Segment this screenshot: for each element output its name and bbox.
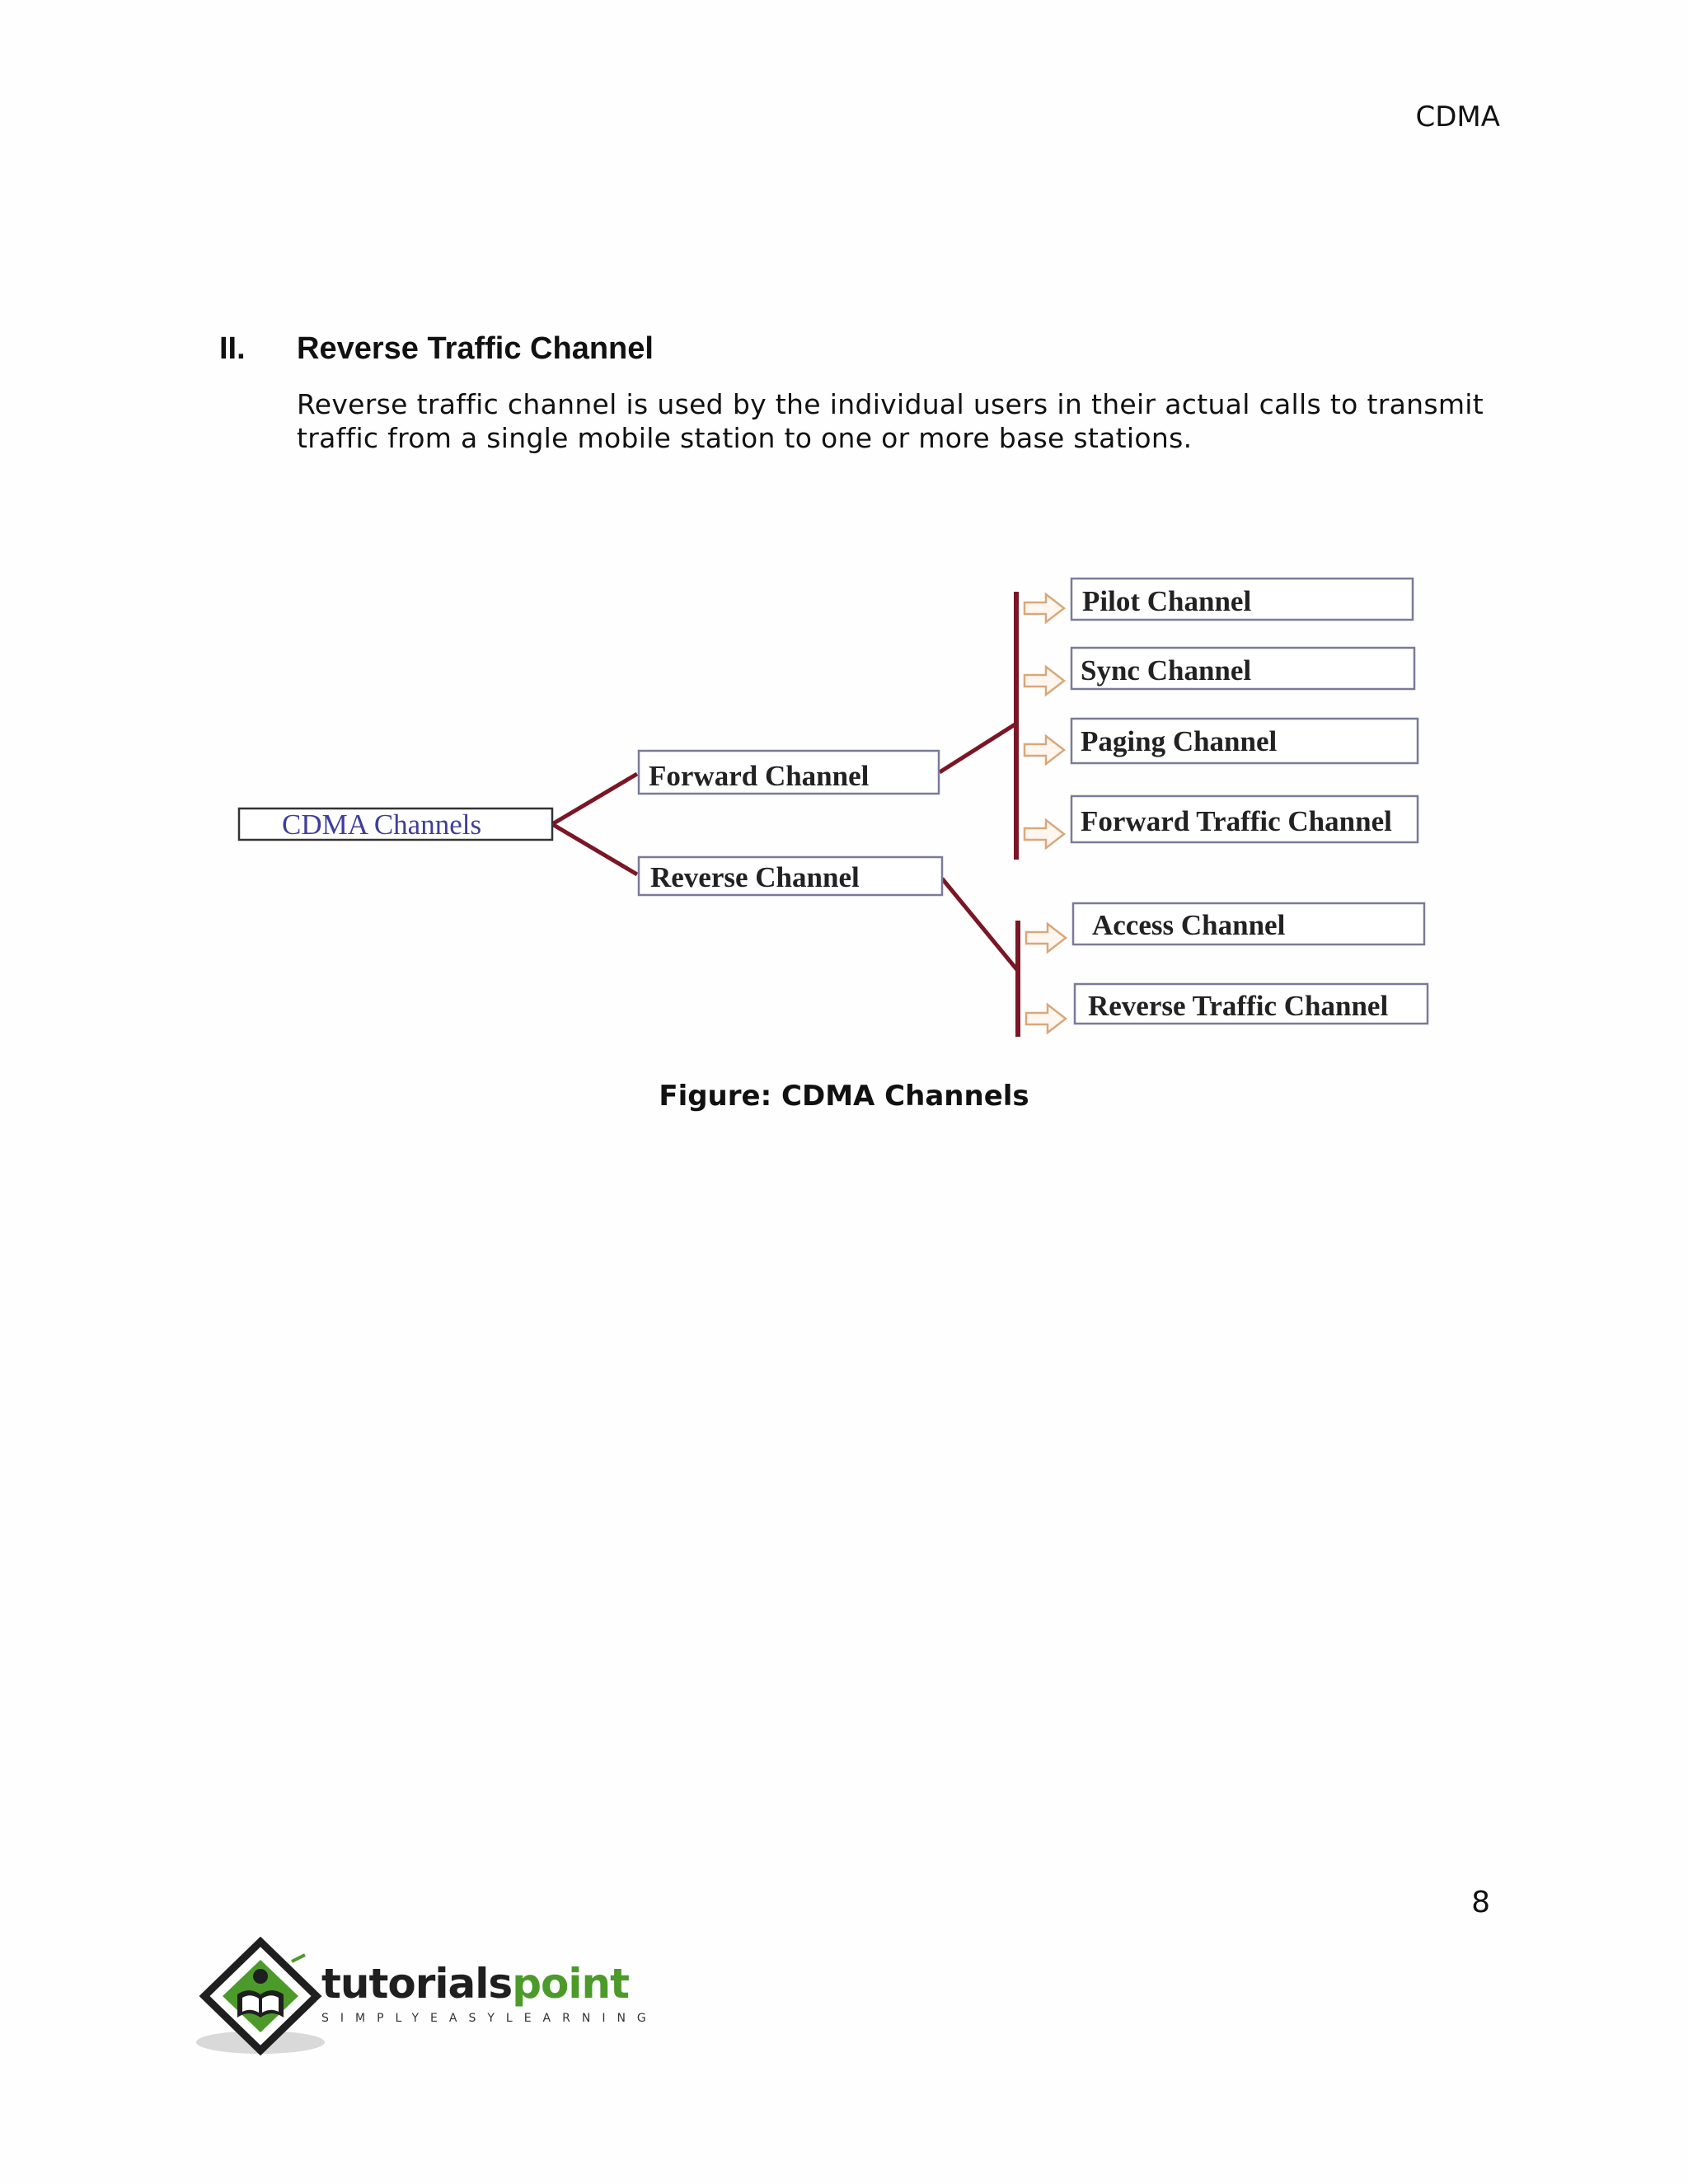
arrow-paging (1025, 736, 1064, 764)
sync-channel-label: Sync Channel (1081, 654, 1252, 687)
pilot-channel-label: Pilot Channel (1082, 585, 1252, 617)
forward-traffic-channel-label: Forward Traffic Channel (1081, 805, 1392, 837)
logo-tagline: SIMPLYEASYLEARNING (321, 2012, 658, 2025)
access-channel-label: Access Channel (1092, 909, 1286, 941)
arrow-reverse-traffic (1026, 1005, 1066, 1033)
reverse-traffic-channel-label: Reverse Traffic Channel (1088, 990, 1389, 1022)
tutorialspoint-logo-icon (195, 1937, 326, 2060)
section-body: Reverse traffic channel is used by the individual users in their actual calls to transmit traffic from a single mobile station to one or more base stations. (297, 388, 1484, 454)
arrow-sync (1025, 667, 1064, 695)
root-to-forward-line (552, 774, 637, 824)
arrow-forward-traffic (1025, 820, 1064, 848)
arrow-access (1026, 924, 1066, 952)
logo-wordmark (321, 1960, 629, 2008)
logo-word-part2: point (512, 1960, 629, 2008)
logo-word-part1: tutorials (321, 1960, 513, 2008)
forward-to-bus-line (940, 724, 1016, 772)
connector-lines (552, 592, 1018, 1037)
arrow-pilot (1025, 594, 1064, 622)
arrows (1025, 594, 1066, 1033)
forward-channel-label: Forward Channel (649, 760, 870, 792)
section-title: Reverse Traffic Channel (297, 331, 654, 366)
reverse-channel-label: Reverse Channel (650, 861, 860, 893)
section-number: II. (219, 331, 246, 366)
paging-channel-label: Paging Channel (1081, 725, 1278, 757)
figure-caption: Figure: CDMA Channels (659, 1080, 1029, 1113)
page-number: 8 (1471, 1886, 1490, 1919)
root-label: CDMA Channels (282, 808, 482, 841)
header-title: CDMA (1415, 101, 1500, 134)
reverse-to-bus-line (942, 879, 1018, 971)
root-to-reverse-line (552, 824, 637, 874)
